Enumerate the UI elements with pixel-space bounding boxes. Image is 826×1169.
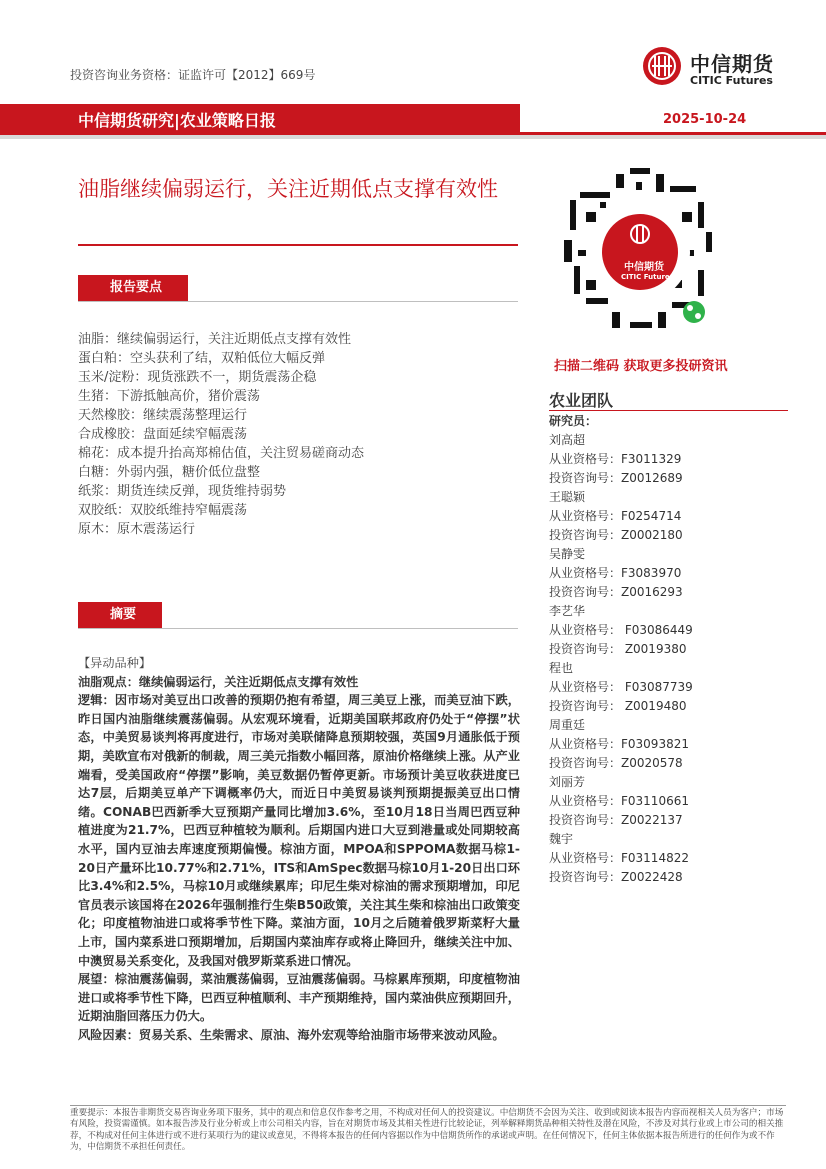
- summary-divider: [78, 628, 518, 629]
- member-name: 魏宇: [549, 832, 574, 846]
- key-points-divider: [78, 301, 518, 302]
- company-logo: [642, 46, 802, 92]
- list-item: 棉花：成本提升抬高郑棉估值，关注贸易磋商动态: [78, 446, 365, 461]
- citic-logo-icon: [642, 46, 682, 86]
- member-name: 李艺华: [549, 604, 586, 618]
- list-item: 生猪：下游抵触高价，猪价震荡: [78, 389, 261, 404]
- member-qualification: 从业资格号：F3011329: [549, 452, 682, 466]
- member-qualification: 从业资格号： F03086449: [549, 623, 693, 637]
- summary-logic: 逻辑：因市场对美豆出口改善的预期仍抱有希望，周三美豆上涨，而美豆油下跌，昨日国内油脂继续震荡偏弱。从宏观环境看，近期美国联邦政府仍处于“停摆”状态，中美贸易谈判将再度进行，市场对美联储降息预期较强，英国9月通胀低于预期，美欧宣布对俄新的制裁，周三美元指数小幅回落，原油价格继续上涨。从产业端看，受美国政府“停摆”影响，美豆数据仍暂停更新。市场预计美豆收获进度已达7层，后期美豆单产下调概率仍大，而近日中美贸易谈判预期提振美豆出口情绪。CONAB巴西新季大豆预期产量同比增加3.6%，至10月18日当周巴西豆种植进度为21.7%，巴西豆种植较为顺利。后期国内进口大豆到港量或处同期较高水平，国内豆油去库速度预期偏慢。棕油方面，MPOA和SPPOMA数据马棕1-20日产量环比10.77%和2.71%，ITS和AmSpec数据马棕10月1-20日出口环比3.4%和2.5%，马棕10月或继续累库；印尼生柴对棕油的需求预期增加，印尼官员表示该国将在2026年强制推行生柴B50政策，关注其生柴和棕油出口政策变化；印度植物油进口或将季节性下降。菜油方面，10月之后随着俄罗斯菜籽大量上市，国内菜系进口预期增加，后期国内菜油库存或将止降回升，继续关注中加、中澳贸易关系变化，及我国对俄罗斯菜系进口情况。: [78, 693, 520, 968]
- member-qualification: 从业资格号：F0254714: [549, 509, 682, 523]
- qr-code-icon[interactable]: [556, 162, 724, 348]
- list-item: 天然橡胶：继续震荡整理运行: [78, 408, 248, 423]
- summary-body: [78, 654, 520, 1044]
- member-name: 王聪颖: [549, 490, 586, 504]
- report-series-title: 中信期货研究|农业策略日报: [78, 111, 276, 130]
- logo-chinese-name: 中信期货: [690, 52, 774, 76]
- team-role: 研究员：: [549, 414, 598, 428]
- list-item: 纸浆：期货连续反弹，现货维持弱势: [78, 484, 287, 499]
- member-name: 吴静雯: [549, 547, 586, 561]
- member-consult-id: 投资咨询号：Z0016293: [549, 585, 683, 599]
- member-qualification: 从业资格号：F03110661: [549, 794, 689, 808]
- list-item: 双胶纸：双胶纸维持窄幅震荡: [78, 503, 248, 518]
- member-name: 刘高超: [549, 433, 586, 447]
- team-divider: [549, 410, 788, 411]
- member-name: 周重廷: [549, 718, 586, 732]
- disclaimer-text: 重要提示：本报告非期货交易咨询业务项下服务，其中的观点和信息仅作参考之用，不构成对任何人的投资建议。中信期货不会因为关注、收到或阅读本报告内容而视相关人员为客户；市场有风险，投资需谨慎。如本报告涉及行业分析或上市公司相关内容，旨在对期货市场及其相关性进行比较论证，列举解释期货品种相关特性及潜在风险，不涉及对其行业或上市公司的相关推荐，不构成对任何主体进行或不进行某项行为的建议或意见，不得将本报告的任何内容据以作为中信期货所作的承诺或声明。在任何情况下，任何主体依据本报告所进行的任何作为或不作为，中信期货不承担任何责任。: [70, 1108, 784, 1153]
- summary-outlook: 展望：棕油震荡偏弱，菜油震荡偏弱，豆油震荡偏弱。马棕累库预期，印度植物油进口或将季节性下降，巴西豆种植顺利、丰产预期维持，国内菜油供应预期回升，近期油脂回落压力仍大。: [78, 972, 520, 1024]
- list-item: 白糖：外弱内强，糖价低位盘整: [78, 465, 261, 480]
- team-title: 农业团队: [549, 391, 614, 410]
- banner-grey-line: [0, 135, 826, 139]
- title-divider: [78, 244, 518, 246]
- list-item: 原木：原木震荡运行: [78, 522, 196, 537]
- member-name: 刘丽芳: [549, 775, 586, 789]
- member-consult-id: 投资咨询号：Z0002180: [549, 528, 683, 542]
- key-points-header: [78, 275, 518, 301]
- license-text: 投资咨询业务资格：证监许可【2012】669号: [70, 68, 316, 82]
- summary-label: 摘要: [78, 602, 162, 628]
- summary-view: 油脂观点：继续偏弱运行，关注近期低点支撑有效性: [78, 674, 359, 689]
- header-banner: [0, 104, 826, 140]
- qr-caption: 扫描二维码 获取更多投研资讯: [554, 359, 728, 374]
- qr-logo-cn: 中信期货: [624, 262, 664, 273]
- report-date: 2025-10-24: [663, 112, 747, 127]
- summary-risk: 风险因素：贸易关系、生柴需求、原油、海外宏观等给油脂市场带来波动风险。: [78, 1027, 505, 1042]
- key-points-list: [78, 330, 364, 539]
- member-qualification: 从业资格号：F3083970: [549, 566, 682, 580]
- member-qualification: 从业资格号：F03114822: [549, 851, 689, 865]
- summary-header: [78, 602, 518, 628]
- list-item: 蛋白粕：空头获利了结，双粕低位大幅反弹: [78, 351, 326, 366]
- logo-english-name: CITIC Futures: [690, 74, 773, 87]
- team-list: [549, 412, 693, 887]
- member-consult-id: 投资咨询号： Z0019380: [549, 642, 687, 656]
- list-item: 合成橡胶：盘面延续窄幅震荡: [78, 427, 248, 442]
- qr-logo-en: CITIC Futures: [621, 273, 674, 281]
- list-item: 玉米/淀粉：现货涨跌不一，期货震荡企稳: [78, 370, 317, 385]
- key-points-label: 报告要点: [78, 275, 188, 301]
- member-qualification: 从业资格号：F03093821: [549, 737, 689, 751]
- member-consult-id: 投资咨询号：Z0022137: [549, 813, 683, 827]
- member-consult-id: 投资咨询号：Z0020578: [549, 756, 683, 770]
- member-consult-id: 投资咨询号：Z0012689: [549, 471, 683, 485]
- disclaimer-divider: [70, 1105, 786, 1106]
- summary-heading: 【异动品种】: [78, 656, 152, 670]
- member-consult-id: 投资咨询号：Z0022428: [549, 870, 683, 884]
- member-name: 程也: [549, 661, 574, 675]
- member-qualification: 从业资格号： F03087739: [549, 680, 693, 694]
- list-item: 油脂：继续偏弱运行，关注近期低点支撑有效性: [78, 332, 352, 347]
- member-consult-id: 投资咨询号： Z0019480: [549, 699, 687, 713]
- report-title: 油脂继续偏弱运行，关注近期低点支撑有效性: [78, 177, 498, 201]
